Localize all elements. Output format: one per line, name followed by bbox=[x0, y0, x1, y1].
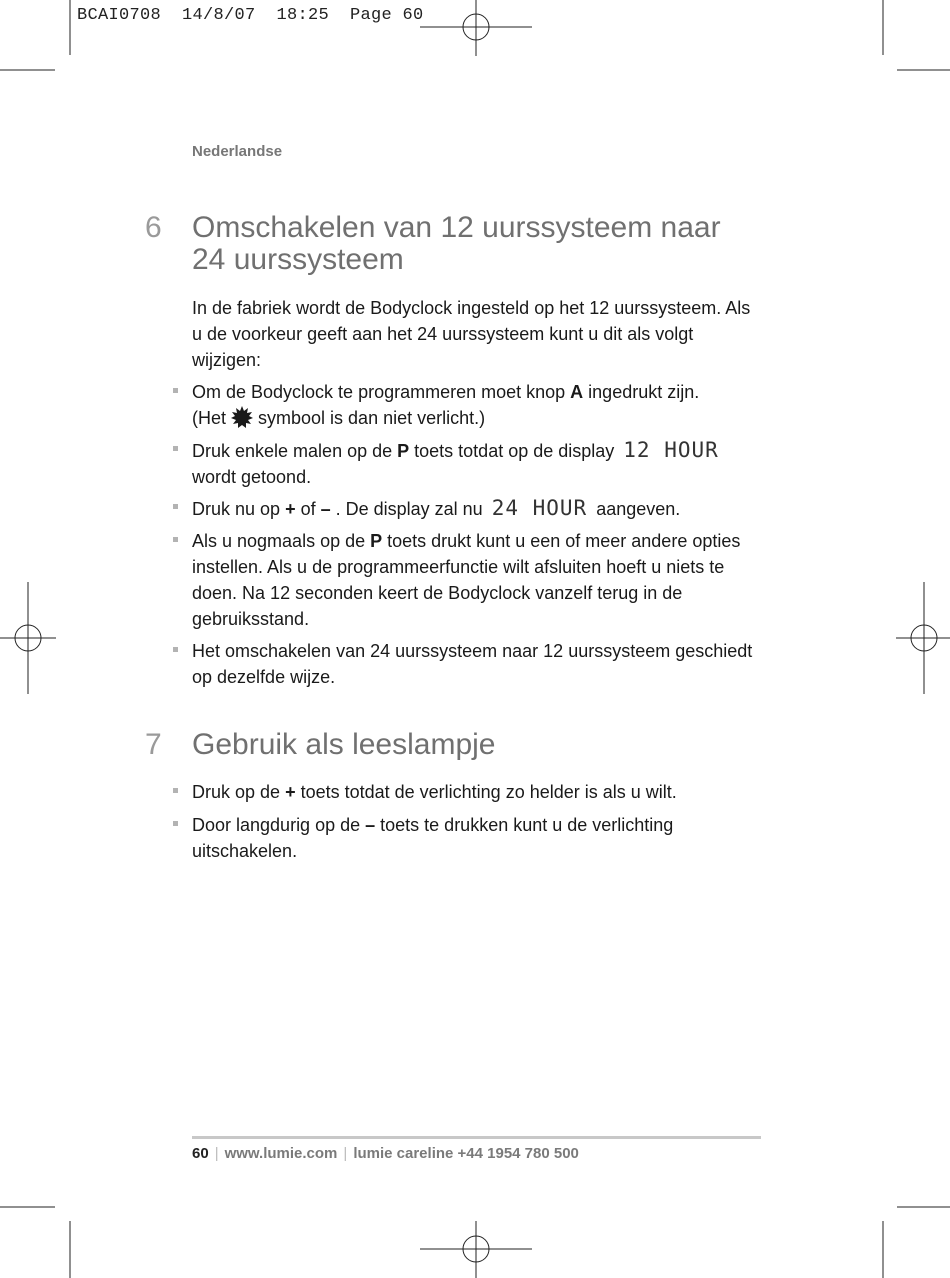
list-item bbox=[192, 528, 757, 632]
button-key-label: A bbox=[570, 382, 584, 402]
plus-key-label: + bbox=[285, 499, 296, 519]
careline-text: lumie careline +44 1954 780 500 bbox=[353, 1145, 579, 1162]
website-link[interactable]: www.lumie.com bbox=[224, 1145, 338, 1162]
bullet-text: toets drukt kunt u een of meer andere opties instellen. Als u de programmeerfunctie wilt afsluiten hoeft u niets te doen. Na 12 seconden keert de Bodyclock vanzelf terug in de gebruiksstand. bbox=[192, 531, 741, 629]
minus-key-label: – bbox=[320, 499, 331, 519]
bullet-marker bbox=[173, 788, 178, 793]
footer-separator: | bbox=[343, 1145, 348, 1162]
bullet-text: Druk op de bbox=[192, 782, 286, 802]
bullet-marker bbox=[173, 537, 178, 542]
bullet-text: toets totdat de verlichting zo helder is als u wilt. bbox=[295, 782, 677, 802]
bullet-marker bbox=[173, 821, 178, 826]
language-label: Nederlandse bbox=[192, 143, 283, 160]
bullet-text: Als u nogmaals op de bbox=[192, 531, 371, 551]
bullet-marker bbox=[173, 446, 178, 451]
button-key-label: P bbox=[397, 441, 410, 461]
bullet-text: ingedrukt zijn. bbox=[583, 382, 700, 402]
bullet-text: aangeven. bbox=[591, 499, 681, 519]
bullet-text: Door langdurig op de bbox=[192, 815, 366, 835]
list-item bbox=[192, 779, 757, 805]
lcd-display-text: 24 HOUR bbox=[491, 496, 588, 520]
minus-key-label: – bbox=[365, 815, 376, 835]
button-key-label: P bbox=[370, 531, 383, 551]
bullet-text: Om de Bodyclock te programmeren moet knop bbox=[192, 382, 571, 402]
bullet-text: Druk enkele malen op de bbox=[192, 441, 398, 461]
section-number: 6 bbox=[145, 211, 162, 244]
bullet-text: . De display zal nu bbox=[330, 499, 488, 519]
bullet-marker bbox=[173, 647, 178, 652]
page-number: 60 bbox=[192, 1145, 209, 1162]
footer-rule bbox=[192, 1136, 761, 1139]
list-item bbox=[192, 812, 757, 864]
lcd-display-text: 12 HOUR bbox=[623, 438, 719, 462]
bullet-text: of bbox=[295, 499, 321, 519]
page-footer bbox=[192, 1145, 579, 1162]
bullet-text: (Het bbox=[192, 408, 232, 428]
section-number: 7 bbox=[145, 728, 162, 761]
list-item bbox=[192, 379, 757, 431]
footer-separator: | bbox=[214, 1145, 219, 1162]
bullet-text: symbool is dan niet verlicht.) bbox=[253, 408, 486, 428]
print-slug: BCAI0708 14/8/07 18:25 Page 60 bbox=[77, 6, 424, 25]
list-item bbox=[192, 495, 757, 522]
section-title: Omschakelen van 12 uurssysteem naar 24 uurssysteem bbox=[192, 211, 721, 276]
sun-icon bbox=[231, 406, 253, 428]
bullet-text: toets totdat op de display bbox=[409, 441, 620, 461]
bullet-marker bbox=[173, 504, 178, 509]
bullet-text: wordt getoond. bbox=[192, 467, 312, 487]
bullet-text: Het omschakelen van 24 uurssysteem naar 12 uurssysteem geschiedt op dezelfde wijze. bbox=[192, 641, 753, 687]
intro-paragraph: In de fabriek wordt de Bodyclock ingesteld op het 12 uurssysteem. Als u de voorkeur geeft aan het 24 uurssysteem kunt u dit als volgt wijzigen: bbox=[192, 298, 751, 370]
bullet-marker bbox=[173, 388, 178, 393]
section-title: Gebruik als leeslampje bbox=[192, 728, 496, 761]
plus-key-label: + bbox=[285, 782, 296, 802]
bullet-text: Druk nu op bbox=[192, 499, 286, 519]
bullet-text: toets te drukken kunt u de verlichting uitschakelen. bbox=[192, 815, 674, 861]
list-item bbox=[192, 638, 757, 690]
list-item bbox=[192, 437, 757, 490]
